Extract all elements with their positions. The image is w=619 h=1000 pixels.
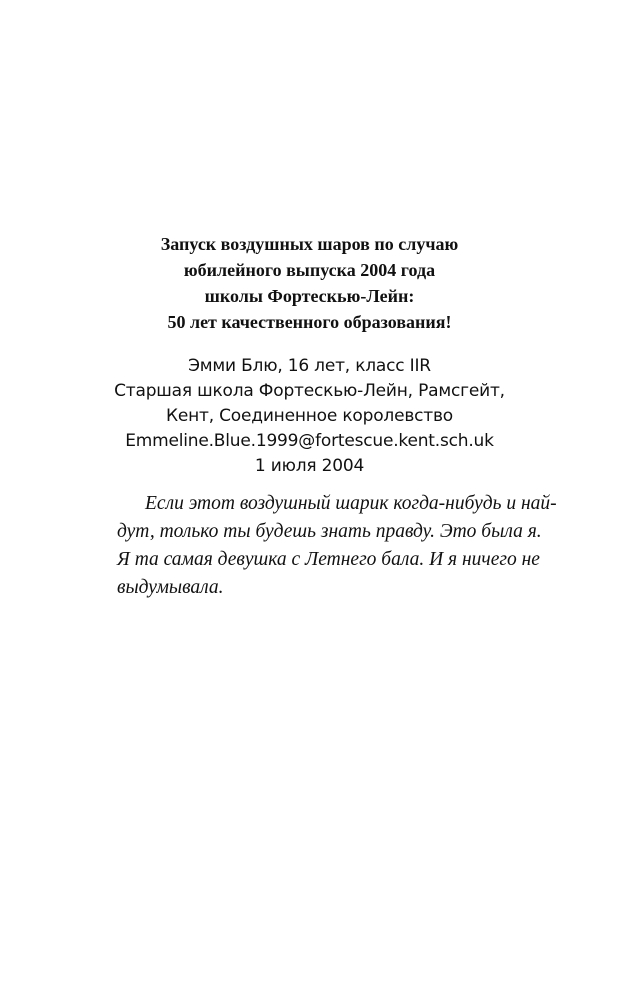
sender-location: Кент, Соединенное королевство [165,406,454,426]
message-line: Если этот воздушный шарик когда-нибудь и най- [145,493,557,514]
sender-date: 1 июля 2004 [254,456,365,476]
sender-school: Старшая школа Фортескью-Лейн, Рамсгейт, [114,381,505,401]
heading-line: юбилейного выпуска 2004 года [183,260,436,280]
heading-line: 50 лет качественного образования! [167,312,452,332]
message-line: Я та самая девушка с Летнего бала. И я ничего не [117,549,540,570]
sender-email: Emmeline.Blue.1999@fortescue.kent.sch.uk [125,431,494,451]
message-line: дут, только ты будешь знать правду. Это была я. [117,521,542,542]
sender-name: Эмми Блю, 16 лет, класс IIR [188,356,431,376]
heading-line: школы Фортескью-Лейн: [204,286,415,306]
balloon-message [117,490,567,602]
heading-line: Запуск воздушных шаров по случаю [160,234,459,254]
sender-info [60,354,559,479]
message-line: выдумывала. [117,577,224,598]
event-heading [60,231,559,335]
